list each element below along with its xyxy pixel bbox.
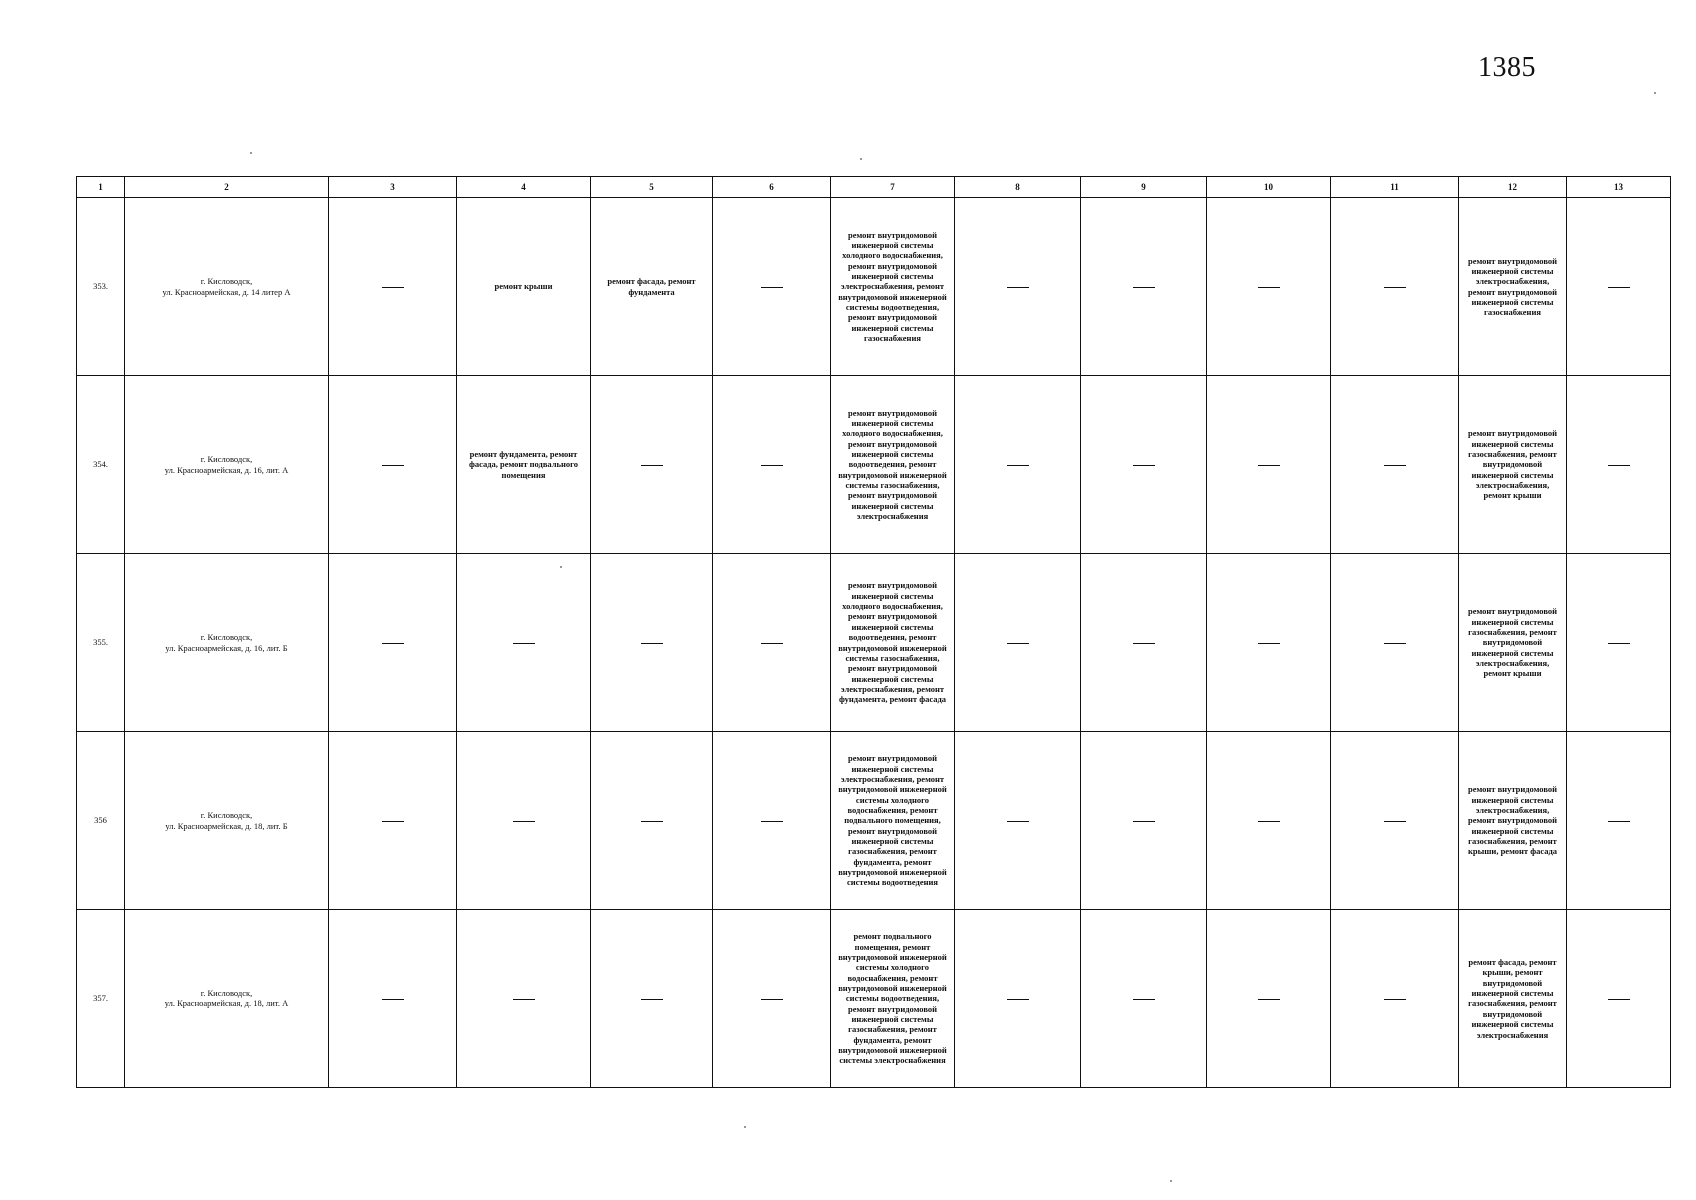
- dash-mark: [1384, 465, 1406, 466]
- empty-cell: [1207, 198, 1331, 376]
- empty-cell: [1081, 909, 1207, 1087]
- address-city: г. Кисловодск,: [200, 454, 253, 465]
- empty-cell: [457, 909, 591, 1087]
- empty-cell: [1331, 554, 1459, 732]
- table-row: [77, 554, 1671, 732]
- dash-mark: [1384, 999, 1406, 1000]
- column-header: 4: [457, 177, 591, 198]
- empty-cell: [329, 376, 457, 554]
- dash-mark: [1608, 821, 1630, 822]
- row-number: 353.: [77, 198, 125, 376]
- dash-mark: [1133, 643, 1155, 644]
- dash-mark: [1258, 999, 1280, 1000]
- empty-cell: [1081, 376, 1207, 554]
- empty-cell: [1331, 376, 1459, 554]
- empty-cell: [713, 732, 831, 910]
- empty-cell: [1331, 909, 1459, 1087]
- dash-mark: [382, 821, 404, 822]
- column-header: 2: [125, 177, 329, 198]
- table-row: [77, 732, 1671, 910]
- column-header: 3: [329, 177, 457, 198]
- row-number: 357.: [77, 909, 125, 1087]
- page-number: 1385: [1478, 52, 1536, 83]
- address-cell: [125, 376, 329, 554]
- row-number: 355.: [77, 554, 125, 732]
- dash-mark: [641, 999, 663, 1000]
- table-row: [77, 198, 1671, 376]
- dash-mark: [761, 999, 783, 1000]
- row-number: 354.: [77, 376, 125, 554]
- work-cell-col12: ремонт внутридомовой инженерной системы электроснабжения, ремонт внутридомовой инженерной системы газоснабжения, ремонт крыши, ремонт фасада: [1459, 732, 1567, 910]
- dash-mark: [1608, 643, 1630, 644]
- dash-mark: [1608, 287, 1630, 288]
- dash-mark: [1608, 999, 1630, 1000]
- empty-cell: [1081, 554, 1207, 732]
- dash-mark: [1133, 821, 1155, 822]
- row-number: 356: [77, 732, 125, 910]
- dash-mark: [1258, 465, 1280, 466]
- empty-cell: [457, 732, 591, 910]
- column-header: 1: [77, 177, 125, 198]
- empty-cell: [1567, 554, 1671, 732]
- empty-cell: [457, 554, 591, 732]
- dash-mark: [1384, 643, 1406, 644]
- work-cell-col5: ремонт фасада, ремонт фундамента: [591, 198, 713, 376]
- dash-mark: [1007, 287, 1029, 288]
- work-cell-col4: ремонт крыши: [457, 198, 591, 376]
- dash-mark: [1384, 287, 1406, 288]
- work-cell-col12: ремонт фасада, ремонт крыши, ремонт внутридомовой инженерной системы газоснабжения, ремонт внутридомовой инженерной системы электроснабжения: [1459, 909, 1567, 1087]
- column-header: 6: [713, 177, 831, 198]
- dash-mark: [1133, 287, 1155, 288]
- dash-mark: [761, 287, 783, 288]
- dash-mark: [1007, 821, 1029, 822]
- table-row: [77, 909, 1671, 1087]
- empty-cell: [1081, 732, 1207, 910]
- empty-cell: [955, 198, 1081, 376]
- address-street: ул. Красноармейская, д. 14 литер А: [162, 286, 291, 297]
- empty-cell: [955, 376, 1081, 554]
- dash-mark: [382, 643, 404, 644]
- dash-mark: [761, 465, 783, 466]
- header-row: [77, 177, 1671, 198]
- empty-cell: [591, 376, 713, 554]
- empty-cell: [713, 554, 831, 732]
- empty-cell: [1207, 554, 1331, 732]
- empty-cell: [1567, 909, 1671, 1087]
- table-row: [77, 376, 1671, 554]
- dash-mark: [641, 821, 663, 822]
- dash-mark: [1007, 643, 1029, 644]
- address-city: г. Кисловодск,: [200, 276, 253, 287]
- empty-cell: [1081, 198, 1207, 376]
- address-cell: [125, 732, 329, 910]
- work-cell-col7: ремонт внутридомовой инженерной системы холодного водоснабжения, ремонт внутридомовой инженерной системы водоотведения, ремонт внутридомовой инженерной системы газоснабжения, ремонт внутридомовой инженерной системы электроснабжения, ремонт фундамента, ремонт фасада: [831, 554, 955, 732]
- column-header: 8: [955, 177, 1081, 198]
- empty-cell: [329, 732, 457, 910]
- dash-mark: [1258, 287, 1280, 288]
- dash-mark: [1608, 465, 1630, 466]
- empty-cell: [1567, 376, 1671, 554]
- column-header: 9: [1081, 177, 1207, 198]
- empty-cell: [1207, 732, 1331, 910]
- dash-mark: [1384, 821, 1406, 822]
- address-street: ул. Красноармейская, д. 16, лит. А: [164, 464, 289, 475]
- column-header: 13: [1567, 177, 1671, 198]
- empty-cell: [955, 732, 1081, 910]
- empty-cell: [1567, 198, 1671, 376]
- dash-mark: [513, 999, 535, 1000]
- dash-mark: [1258, 821, 1280, 822]
- empty-cell: [955, 909, 1081, 1087]
- empty-cell: [1331, 198, 1459, 376]
- work-cell-col7: ремонт внутридомовой инженерной системы холодного водоснабжения, ремонт внутридомовой инженерной системы водоотведения, ремонт внутридомовой инженерной системы газоснабжения, ремонт внутридомовой инженерной системы электроснабжения: [831, 376, 955, 554]
- dash-mark: [761, 821, 783, 822]
- empty-cell: [329, 554, 457, 732]
- empty-cell: [713, 909, 831, 1087]
- address-street: ул. Красноармейская, д. 18, лит. Б: [165, 820, 288, 831]
- empty-cell: [591, 732, 713, 910]
- dash-mark: [1133, 465, 1155, 466]
- dash-mark: [1133, 999, 1155, 1000]
- empty-cell: [713, 198, 831, 376]
- work-cell-col12: ремонт внутридомовой инженерной системы электроснабжения, ремонт внутридомовой инженерной системы газоснабжения: [1459, 198, 1567, 376]
- dash-mark: [382, 999, 404, 1000]
- empty-cell: [1207, 909, 1331, 1087]
- empty-cell: [591, 554, 713, 732]
- empty-cell: [955, 554, 1081, 732]
- empty-cell: [1331, 732, 1459, 910]
- work-cell-col12: ремонт внутридомовой инженерной системы газоснабжения, ремонт внутридомовой инженерной системы электроснабжения, ремонт крыши: [1459, 554, 1567, 732]
- dash-mark: [1007, 999, 1029, 1000]
- dash-mark: [1007, 465, 1029, 466]
- dash-mark: [1258, 643, 1280, 644]
- dash-mark: [761, 643, 783, 644]
- address-city: г. Кисловодск,: [200, 988, 253, 999]
- dash-mark: [513, 821, 535, 822]
- column-header: 5: [591, 177, 713, 198]
- repair-schedule-table: [76, 176, 1671, 1088]
- empty-cell: [713, 376, 831, 554]
- work-cell-col7: ремонт внутридомовой инженерной системы холодного водоснабжения, ремонт внутридомовой инженерной системы электроснабжения, ремонт внутридомовой инженерной системы водоотведения, ремонт внутридомовой инженерной системы газоснабжения: [831, 198, 955, 376]
- work-cell-col7: ремонт внутридомовой инженерной системы электроснабжения, ремонт внутридомовой инженерной системы холодного водоснабжения, ремонт подвального помещения, ремонт внутридомовой инженерной системы газоснабжения, ремонт фундамента, ремонт внутридомовой инженерной системы водоотведения: [831, 732, 955, 910]
- empty-cell: [1567, 732, 1671, 910]
- dash-mark: [382, 465, 404, 466]
- column-header: 12: [1459, 177, 1567, 198]
- column-header: 11: [1331, 177, 1459, 198]
- column-header: 7: [831, 177, 955, 198]
- dash-mark: [641, 465, 663, 466]
- empty-cell: [591, 909, 713, 1087]
- work-cell-col12: ремонт внутридомовой инженерной системы газоснабжения, ремонт внутридомовой инженерной системы электроснабжения, ремонт крыши: [1459, 376, 1567, 554]
- empty-cell: [1207, 376, 1331, 554]
- address-street: ул. Красноармейская, д. 18, лит. А: [164, 998, 289, 1009]
- address-cell: [125, 198, 329, 376]
- work-cell-col4: ремонт фундамента, ремонт фасада, ремонт подвального помещения: [457, 376, 591, 554]
- work-cell-col7: ремонт подвального помещения, ремонт внутридомовой инженерной системы холодного водоснабжения, ремонт внутридомовой инженерной системы водоотведения, ремонт внутридомовой инженерной системы газоснабжения, ремонт фундамента, ремонт внутридомовой инженерной системы электроснабжения: [831, 909, 955, 1087]
- address-city: г. Кисловодск,: [200, 632, 253, 643]
- address-cell: [125, 909, 329, 1087]
- address-city: г. Кисловодск,: [200, 810, 253, 821]
- column-header: 10: [1207, 177, 1331, 198]
- address-cell: [125, 554, 329, 732]
- dash-mark: [382, 287, 404, 288]
- empty-cell: [329, 198, 457, 376]
- empty-cell: [329, 909, 457, 1087]
- dash-mark: [641, 643, 663, 644]
- address-street: ул. Красноармейская, д. 16, лит. Б: [165, 642, 288, 653]
- dash-mark: [513, 643, 535, 644]
